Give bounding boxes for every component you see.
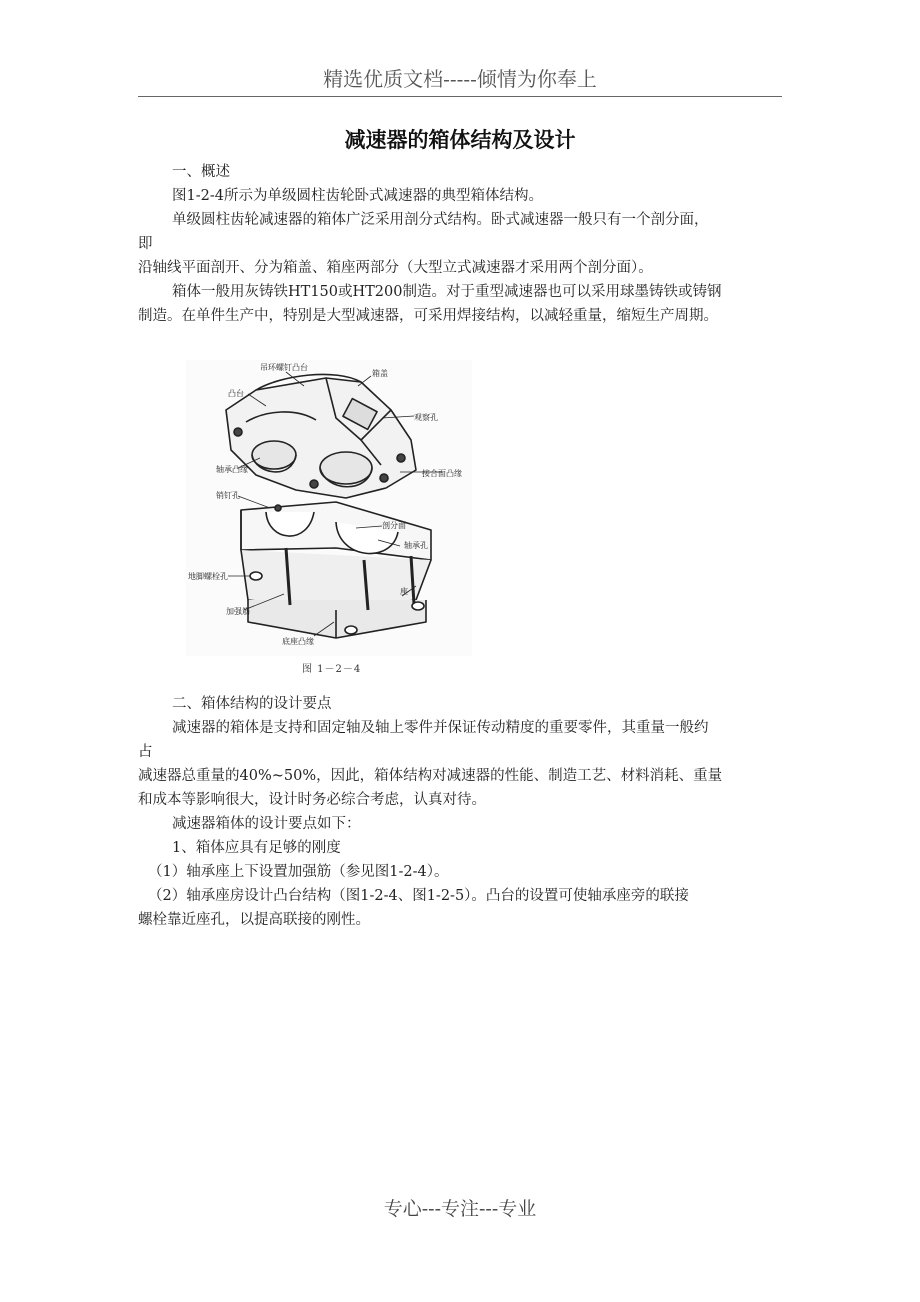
section1-paragraph-2-line-1: 单级圆柱齿轮减速器的箱体广泛采用剖分式结构。卧式减速器一般只有一个剖分面，	[172, 212, 709, 228]
section2-paragraph-1-line-2: 占	[138, 744, 153, 760]
section1-paragraph-1: 图1-2-4所示为单级圆柱齿轮卧式减速器的典型箱体结构。	[172, 188, 543, 204]
label-bearing-flange: 轴承凸缘	[216, 465, 248, 474]
section2-paragraph-1-line-1: 减速器的箱体是支持和固定轴及轴上零件并保证传动精度的重要零件，其重量一般约	[172, 720, 709, 736]
section1-heading: 一、概述	[172, 164, 230, 180]
gearbox-housing-drawing	[186, 360, 472, 656]
section2-paragraph-5-line-1: （2）轴承座房设计凸台结构（图1-2-4、图1-2-5）。凸台的设置可使轴承座旁的联接	[148, 888, 689, 904]
section1-paragraph-2-line-3: 沿轴线平面剖开、分为箱盖、箱座两部分（大型立式减速器才采用两个剖分面）。	[138, 260, 653, 276]
label-split-face: 剖分面	[382, 521, 406, 530]
gearbox-housing-figure	[186, 360, 472, 656]
section1-paragraph-3-line-1: 箱体一般用灰铸铁HT150或HT200制造。对于重型减速器也可以采用球墨铸铁或铸钢	[172, 284, 722, 300]
page-footer: 专心---专注---专业	[383, 1198, 537, 1220]
label-rib: 加强筋	[226, 607, 250, 616]
section2-paragraph-5-line-2: 螺栓靠近座孔，以提高联接的刚性。	[138, 912, 370, 928]
figure-caption: 图 1－2－4	[302, 664, 362, 675]
label-seat: 座	[400, 587, 408, 596]
label-cover: 箱盖	[372, 369, 388, 378]
label-anchor-hole: 地脚螺栓孔	[188, 572, 228, 581]
section2-paragraph-4: （1）轴承座上下设置加强筋（参见图1-2-4）。	[148, 864, 449, 880]
section2-paragraph-1-line-3: 减速器总重量的40%~50%，因此，箱体结构对减速器的性能、制造工艺、材料消耗、重量	[138, 768, 723, 784]
section2-paragraph-2: 减速器箱体的设计要点如下：	[172, 816, 361, 832]
document-title: 减速器的箱体结构及设计	[344, 128, 576, 152]
section2-heading: 二、箱体结构的设计要点	[172, 696, 332, 712]
label-base-flange: 底座凸缘	[282, 637, 314, 646]
label-bearing-hole: 轴承孔	[404, 541, 428, 550]
label-pin-hole: 销钉孔	[216, 491, 240, 500]
section2-paragraph-3: 1、箱体应具有足够的刚度	[172, 840, 341, 856]
section2-paragraph-1-line-4: 和成本等影响很大，设计时务必综合考虑，认真对待。	[138, 792, 486, 808]
label-top-boss: 吊环螺钉凸台	[260, 363, 308, 372]
label-joint-flange: 接合面凸缘	[422, 469, 462, 478]
label-inspection-hole: 观察孔	[414, 413, 438, 422]
page-header: 精选优质文档-----倾情为你奉上	[138, 66, 782, 97]
section1-paragraph-2-line-2: 即	[138, 236, 153, 252]
label-boss: 凸台	[228, 389, 244, 398]
section1-paragraph-3-line-2: 制造。在单件生产中，特别是大型减速器，可采用焊接结构，以减轻重量，缩短生产周期。	[138, 308, 718, 324]
